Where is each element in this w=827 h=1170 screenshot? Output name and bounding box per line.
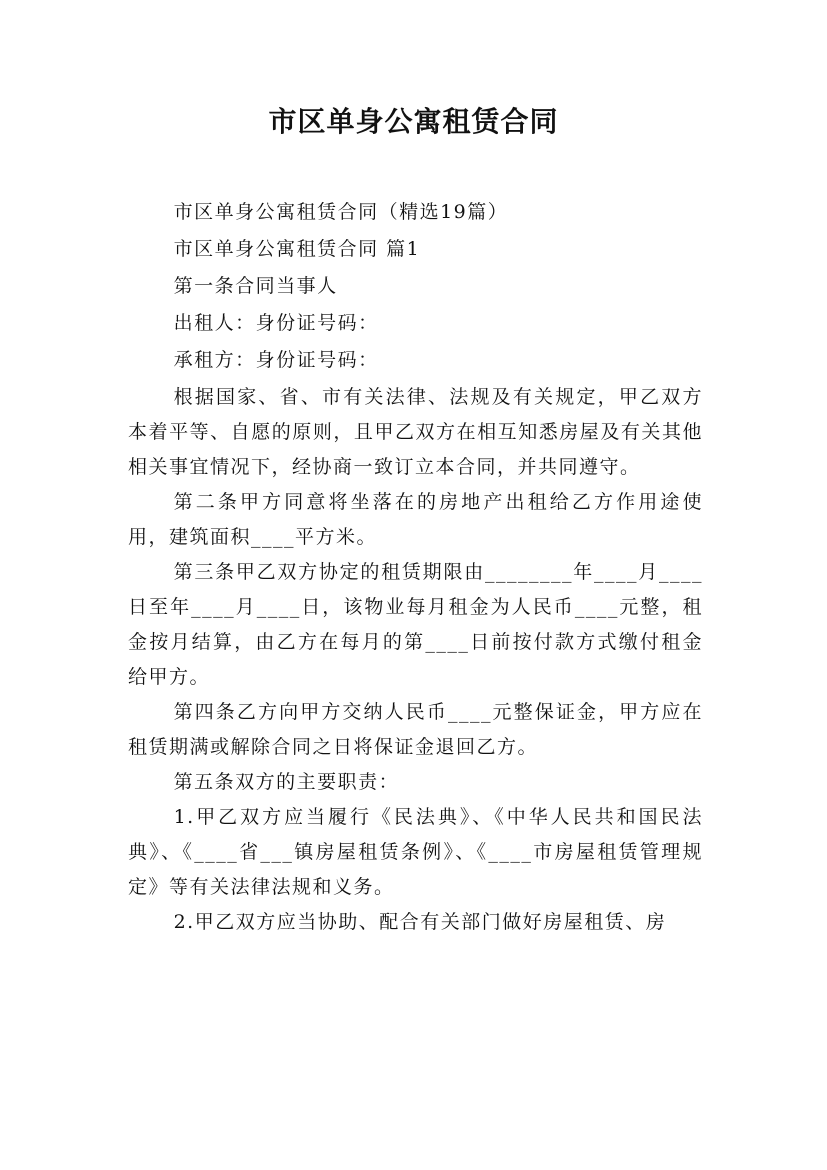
paragraph-lessor: 出租人：身份证号码： [173, 312, 379, 334]
document-body [128, 195, 703, 940]
paragraph-article-2: 第二条甲方同意将坐落在的房地产出租给乙方作用途使用，建筑面积____平方米。 [128, 491, 703, 548]
paragraph-section-heading: 市区单身公寓租赁合同 篇1 [173, 238, 421, 260]
paragraph-article-5: 第五条双方的主要职责： [173, 771, 400, 793]
paragraph-article-3: 第三条甲乙双方协定的租赁期限由________年____月____日至年____月____日，该物业每月租金为人民币____元整，租金按月结算，由乙方在每月的第____日前按付款方式缴付租金给甲方。 [128, 561, 703, 688]
paragraph-article-4: 第四条乙方向甲方交纳人民币____元整保证金，甲方应在租赁期满或解除合同之日将保证金退回乙方。 [128, 701, 703, 758]
paragraph-preamble: 根据国家、省、市有关法律、法规及有关规定，甲乙双方本着平等、自愿的原则，且甲乙双方在相互知悉房屋及有关其他相关事宜情况下，经协商一致订立本合同，并共同遵守。 [128, 386, 703, 478]
paragraph-article-1: 第一条合同当事人 [173, 275, 338, 297]
paragraph-duty-1: 1.甲乙双方应当履行《民法典》、《中华人民共和国民法典》、《____省___镇房屋租赁条例》、《____市房屋租赁管理规定》等有关法律法规和义务。 [128, 806, 703, 898]
paragraph-lessee: 承租方：身份证号码： [173, 349, 379, 371]
paragraph-subtitle: 市区单身公寓租赁合同（精选19篇） [173, 201, 509, 223]
document-title: 市区单身公寓租赁合同 [268, 105, 559, 138]
paragraph-duty-2: 2.甲乙双方应当协助、配合有关部门做好房屋租赁、房 [173, 911, 667, 933]
